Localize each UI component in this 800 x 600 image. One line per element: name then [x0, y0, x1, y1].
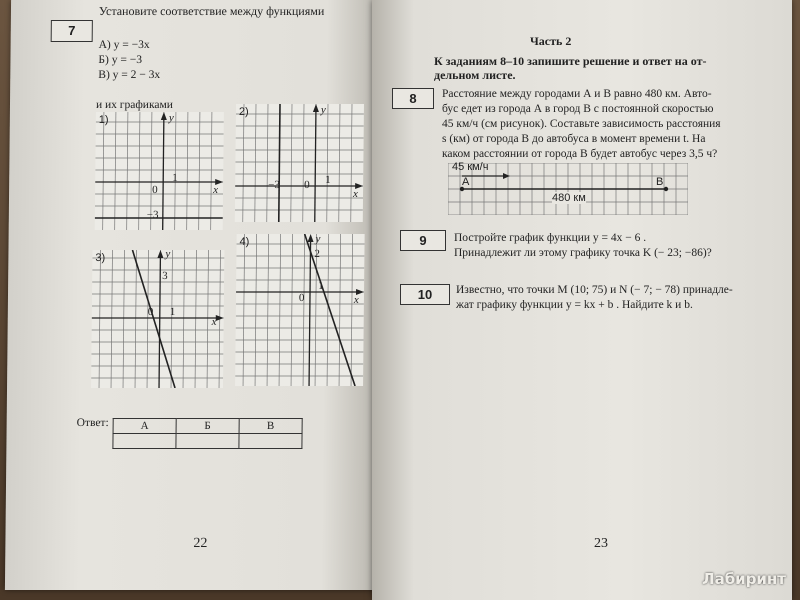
graph-3	[91, 250, 224, 388]
task-8-line-3: 45 км/ч (см рисунок). Составьте зависимость расстояния	[442, 118, 721, 130]
graph-3-origin: 0	[147, 306, 154, 318]
task-7-title: Установите соответствие между функциями	[98, 4, 325, 18]
graph-3-unit: 1	[169, 306, 176, 318]
left-page-number: 22	[193, 536, 208, 551]
graph-4	[235, 234, 365, 386]
function-a: А) y = −3x	[98, 39, 150, 51]
graph-4-origin: 0	[298, 292, 305, 304]
answer-header-a: А	[113, 419, 176, 434]
answer-cell-a[interactable]	[113, 434, 176, 449]
graph-3-number: 3)	[95, 252, 106, 264]
function-b: Б) y = −3	[98, 54, 143, 66]
graph-4-x-label: x	[353, 294, 359, 306]
graph-2-y-label: y	[320, 104, 326, 116]
right-page	[372, 0, 792, 600]
figure-distance: 480 км	[552, 192, 586, 204]
graph-4-number: 4)	[239, 236, 250, 248]
task-9-number: 9	[400, 230, 446, 251]
graph-2-unit: 1	[325, 174, 331, 186]
task-9-line-2: Принадлежит ли этому графику точка K (− 23; −86)?	[454, 247, 712, 259]
graph-1-number: 1)	[98, 114, 109, 126]
answer-header-c: В	[239, 419, 302, 434]
figure-speed: 45 км/ч	[452, 161, 489, 173]
task-10-number: 10	[400, 284, 450, 305]
graph-2	[235, 104, 364, 222]
figure-city-b: В	[656, 176, 664, 188]
task-8-line-2: бус едет из города А в город В с постоянной скоростью	[442, 103, 714, 115]
answer-table	[112, 418, 302, 449]
graph-1-origin: 0	[152, 184, 158, 196]
graph-2-origin: 0	[304, 179, 310, 191]
graph-1-x-label: x	[213, 184, 219, 196]
answer-label: Ответ:	[76, 417, 109, 429]
task-9-line-1: Постройте график функции y = 4x − 6 .	[454, 232, 647, 244]
task-8-number: 8	[392, 88, 434, 109]
instruction-line-1: К заданиям 8–10 запишите решение и ответ на от-	[434, 54, 707, 68]
graph-3-three: 3	[162, 270, 168, 282]
graph-4-unit: 1	[318, 280, 324, 292]
function-c: В) y = 2 − 3x	[98, 69, 161, 81]
labirint-watermark: Лабиринт	[702, 570, 786, 588]
answer-header-b: Б	[176, 419, 239, 434]
distance-figure	[448, 163, 688, 215]
left-page	[5, 0, 383, 590]
part-title: Часть 2	[530, 34, 572, 48]
answer-cell-b[interactable]	[176, 434, 239, 449]
graph-2-minus3: −3	[268, 179, 280, 191]
graph-3-y-label: y	[165, 248, 171, 260]
graph-2-x-label: x	[352, 188, 359, 200]
graph-2-number: 2)	[238, 106, 249, 118]
task-8-line-4: s (км) от города В до автобуса в момент времени t. На	[442, 133, 706, 145]
task-8-line-5: каком расстоянии от города В будет автобус через 3,5 ч?	[442, 148, 718, 160]
figure-city-a: А	[462, 176, 470, 188]
task-7-number: 7	[51, 20, 93, 42]
right-page-number: 23	[594, 536, 608, 551]
graph-1-minus3: −3	[146, 209, 159, 221]
task-10-line-1: Известно, что точки M (10; 75) и N (− 7; − 78) принадле-	[456, 284, 733, 296]
task-8-line-1: Расстояние между городами А и В равно 480 км. Авто-	[442, 88, 712, 100]
graph-3-x-label: x	[211, 316, 217, 328]
graph-1-unit: 1	[172, 172, 178, 184]
answer-cell-c[interactable]	[239, 434, 302, 449]
graph-1	[95, 112, 224, 230]
graph-4-y-label: y	[315, 233, 321, 245]
graph-4-two: 2	[314, 248, 320, 260]
instruction-line-2: дельном листе.	[434, 68, 516, 82]
graph-1-y-label: y	[168, 112, 174, 124]
graphs-intro: и их графиками	[95, 99, 173, 111]
task-10-line-2: жат графику функции y = kx + b . Найдите k и b.	[456, 299, 693, 311]
